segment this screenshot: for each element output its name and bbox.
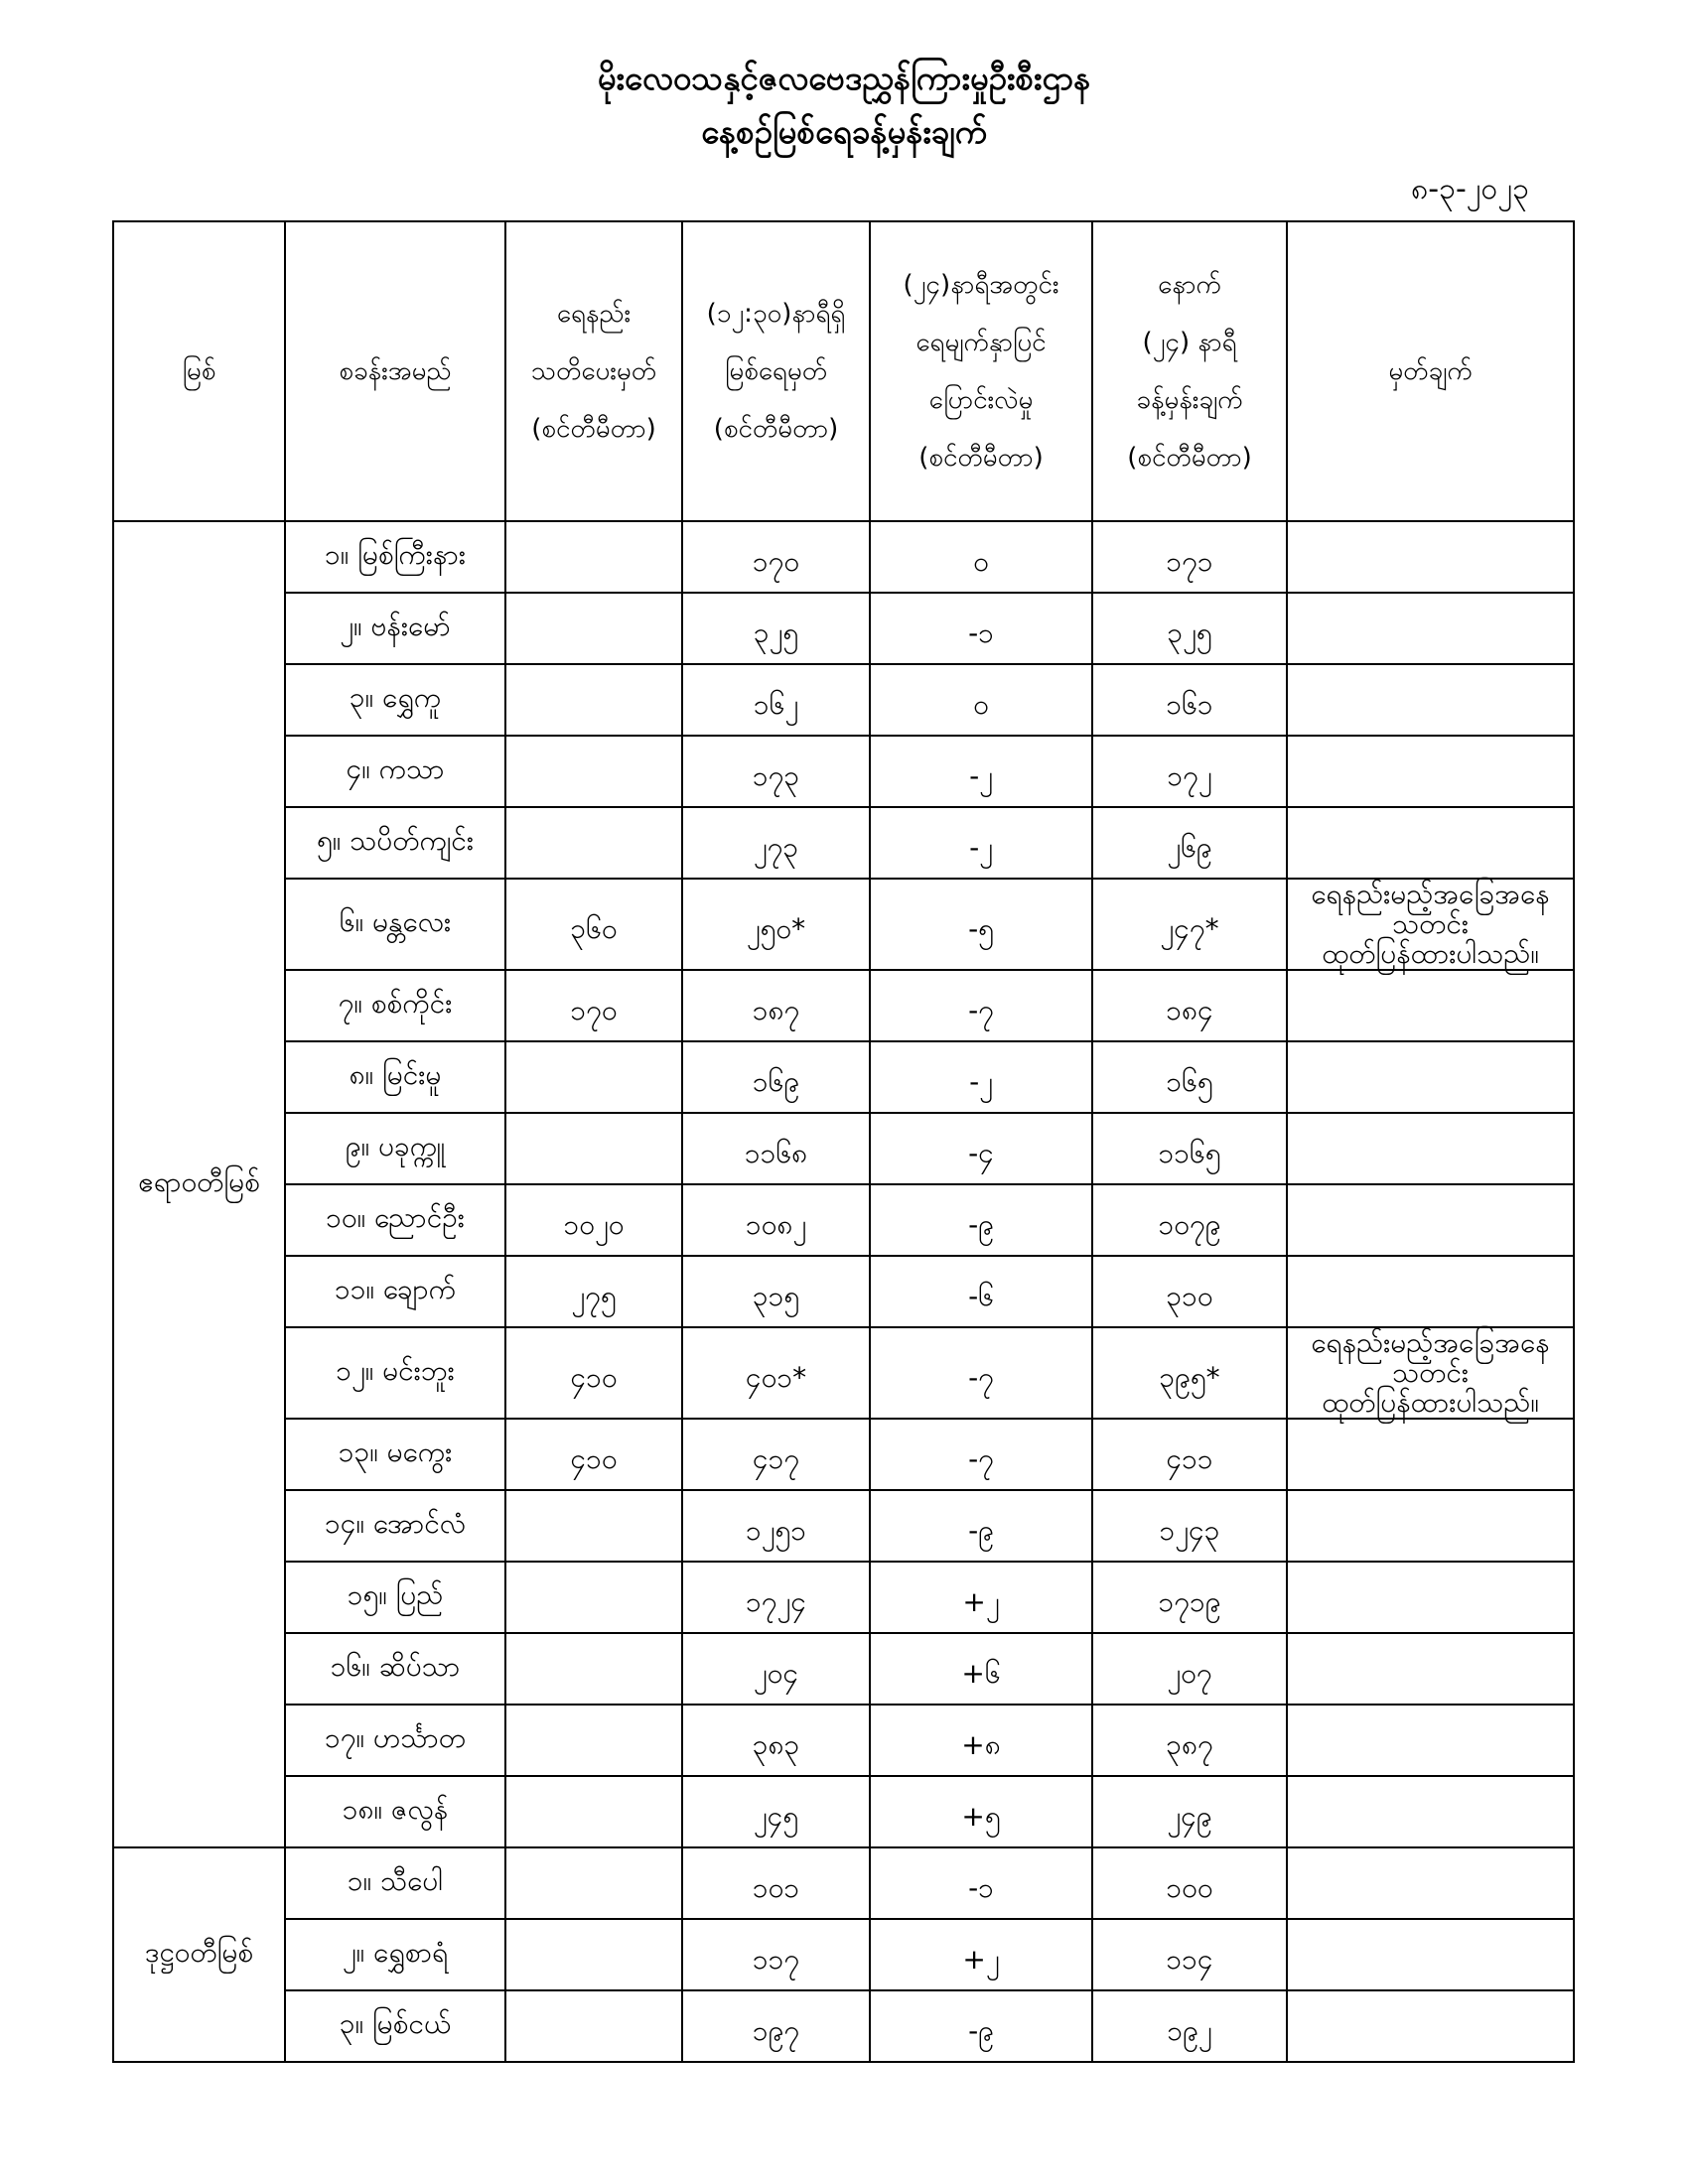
forecast-cell-value: ၁၀၀	[1166, 1871, 1213, 1904]
remark-cell: ရေနည်းမည့်အခြေအနေသတင်း ထုတ်ပြန်ထားပါသည်။	[1287, 879, 1574, 970]
change-cell-value: -၁	[968, 1871, 994, 1904]
current-level-cell-value: ၂၄၅	[753, 1800, 799, 1833]
forecast-cell	[1092, 1256, 1287, 1327]
remark-cell: ရေနည်းမည့်အခြေအနေသတင်း ထုတ်ပြန်ထားပါသည်။	[1287, 1327, 1574, 1419]
danger-level-cell	[505, 1705, 682, 1776]
change-cell-value: +၈	[961, 1728, 1001, 1761]
change-cell-value: -၇	[968, 1442, 994, 1475]
header-river: မြစ်	[113, 221, 285, 521]
forecast-cell	[1092, 664, 1287, 736]
table-row	[113, 1990, 1574, 2062]
station-name: ၁၄။ အောင်လံ	[285, 1490, 505, 1562]
remark-cell	[1287, 1490, 1574, 1562]
station-name: ၂။ ရွှေစာရံ	[285, 1919, 505, 1990]
forecast-cell	[1092, 970, 1287, 1041]
forecast-cell-value: ၂၆၉	[1167, 831, 1212, 864]
table-row	[113, 1113, 1574, 1184]
danger-level-cell	[505, 1113, 682, 1184]
change-cell-value: -၇	[968, 994, 994, 1026]
danger-level-cell	[505, 1184, 682, 1256]
station-name: ၂။ ဗန်းမော်	[285, 593, 505, 664]
table-row	[113, 970, 1574, 1041]
forecast-cell-value: ၄၁၁	[1166, 1442, 1213, 1475]
station-name: ၁၀။ ညောင်ဦး	[285, 1184, 505, 1256]
forecast-cell	[1092, 1562, 1287, 1633]
danger-level-cell	[505, 664, 682, 736]
current-level-cell	[682, 521, 870, 593]
change-cell	[870, 879, 1092, 970]
table-row	[113, 593, 1574, 664]
table-row	[113, 521, 1574, 593]
danger-level-cell	[505, 1990, 682, 2062]
remark-cell	[1287, 1705, 1574, 1776]
danger-level-cell-value: ၁၇၀	[570, 994, 618, 1026]
danger-level-cell	[505, 736, 682, 807]
remark-cell	[1287, 664, 1574, 736]
danger-level-cell	[505, 879, 682, 970]
forecast-cell	[1092, 736, 1287, 807]
forecast-cell-value: ၁၁၄	[1166, 1943, 1213, 1976]
forecast-cell	[1092, 807, 1287, 879]
change-cell-value: ၀	[973, 688, 989, 721]
current-level-cell	[682, 1490, 870, 1562]
change-cell	[870, 970, 1092, 1041]
forecast-cell	[1092, 1419, 1287, 1490]
remark-cell	[1287, 1847, 1574, 1919]
table-row	[113, 1633, 1574, 1705]
current-level-cell	[682, 1327, 870, 1419]
change-cell-value: +၂	[962, 1943, 1000, 1976]
forecast-cell-value: ၁၆၁	[1166, 688, 1213, 721]
station-name: ၇။ စစ်ကိုင်း	[285, 970, 505, 1041]
current-level-cell-value: ၂၇၃	[753, 831, 799, 864]
forecast-cell-value: ၁၂၄၃	[1159, 1514, 1220, 1547]
current-level-cell-value: ၁၉၇	[752, 2014, 800, 2047]
change-cell	[870, 664, 1092, 736]
danger-level-cell	[505, 1256, 682, 1327]
current-level-cell-value: ၄၀၁*	[745, 1361, 807, 1394]
header-danger-level: ရေနည်း သတိပေးမှတ် (စင်တီမီတာ)	[505, 221, 682, 521]
change-cell-value: -၁	[968, 616, 994, 649]
page-subtitle: နေ့စဉ်မြစ်ရေခန့်မှန်းချက်	[701, 112, 987, 151]
station-name: ၁၆။ ဆိပ်သာ	[285, 1633, 505, 1705]
forecast-cell-value: ၁၇၁၉	[1158, 1585, 1221, 1618]
current-level-cell-value: ၃၁၅	[752, 1280, 800, 1312]
current-level-cell-value: ၄၁၇	[752, 1442, 800, 1475]
current-level-cell	[682, 1256, 870, 1327]
current-level-cell-value: ၁၀၈၂	[745, 1208, 807, 1241]
table-row	[113, 736, 1574, 807]
current-level-cell	[682, 593, 870, 664]
forecast-cell	[1092, 1919, 1287, 1990]
station-name: ၄။ ကသာ	[285, 736, 505, 807]
river-name: ဧရာဝတီမြစ်	[113, 521, 285, 1847]
forecast-cell-value: ၂၄၇*	[1160, 912, 1219, 945]
change-cell	[870, 807, 1092, 879]
forecast-cell	[1092, 521, 1287, 593]
change-cell	[870, 1990, 1092, 2062]
forecast-cell-value: ၁၇၂	[1167, 759, 1212, 792]
change-cell-value: -၉	[968, 1514, 994, 1547]
station-name: ၁၃။ မကွေး	[285, 1419, 505, 1490]
forecast-cell-value: ၃၈၇	[1166, 1728, 1213, 1761]
forecast-cell	[1092, 1184, 1287, 1256]
table-row	[113, 1490, 1574, 1562]
remark-cell	[1287, 1633, 1574, 1705]
forecast-cell-value: ၁၈၄	[1166, 994, 1213, 1026]
change-cell	[870, 1419, 1092, 1490]
remark-cell	[1287, 521, 1574, 593]
remark-cell	[1287, 1184, 1574, 1256]
change-cell-value: -၂	[969, 759, 993, 792]
forecast-cell-value: ၃၉၅*	[1159, 1361, 1220, 1394]
change-cell	[870, 1490, 1092, 1562]
forecast-cell	[1092, 593, 1287, 664]
current-level-cell-value: ၁၇၃	[752, 759, 800, 792]
current-level-cell	[682, 1633, 870, 1705]
danger-level-cell	[505, 1327, 682, 1419]
forecast-cell	[1092, 1847, 1287, 1919]
current-level-cell-value: ၁၆၉	[752, 1065, 800, 1098]
change-cell-value: -၉	[968, 2014, 994, 2047]
current-level-cell-value: ၂၅၀*	[746, 912, 806, 945]
current-level-cell	[682, 1919, 870, 1990]
station-name: ၁။ မြစ်ကြီးနား	[285, 521, 505, 593]
current-level-cell-value: ၁၁၆၈	[744, 1137, 808, 1169]
remark-cell	[1287, 807, 1574, 879]
table-row	[113, 1419, 1574, 1490]
current-level-cell	[682, 664, 870, 736]
change-cell	[870, 1633, 1092, 1705]
current-level-cell	[682, 1041, 870, 1113]
station-name: ၃။ ရွှေကူ	[285, 664, 505, 736]
change-cell-value: -၂	[969, 831, 993, 864]
river-level-table	[112, 220, 1575, 2063]
station-name: ၁၂။ မင်းဘူး	[285, 1327, 505, 1419]
table-row	[113, 879, 1574, 970]
danger-level-cell	[505, 521, 682, 593]
current-level-cell	[682, 1776, 870, 1847]
forecast-cell	[1092, 1633, 1287, 1705]
current-level-cell-value: ၃၂၅	[753, 616, 799, 649]
current-level-cell-value: ၁၈၇	[752, 994, 800, 1026]
table-row	[113, 1256, 1574, 1327]
forecast-cell-value: ၂၀၇	[1167, 1657, 1212, 1690]
station-name: ၁၇။ ဟင်္သာတ	[285, 1705, 505, 1776]
change-cell	[870, 1256, 1092, 1327]
remark-cell	[1287, 1990, 1574, 2062]
current-level-cell-value: ၃၈၃	[752, 1728, 800, 1761]
table-row	[113, 1705, 1574, 1776]
remark-cell	[1287, 593, 1574, 664]
forecast-cell-value: ၁၉၂	[1167, 2014, 1212, 2047]
danger-level-cell	[505, 1633, 682, 1705]
current-level-cell	[682, 1847, 870, 1919]
header-forecast: နောက် (၂၄) နာရီ ခန့်မှန်းချက် (စင်တီမီတာ)	[1092, 221, 1287, 521]
table-row	[113, 1184, 1574, 1256]
forecast-cell	[1092, 1776, 1287, 1847]
change-cell	[870, 736, 1092, 807]
remark-cell	[1287, 1562, 1574, 1633]
change-cell-value: +၅	[961, 1800, 1001, 1833]
danger-level-cell-value: ၄၁၀	[570, 1361, 618, 1394]
current-level-cell	[682, 1562, 870, 1633]
table-row	[113, 1562, 1574, 1633]
change-cell-value: -၅	[968, 912, 994, 945]
danger-level-cell	[505, 1847, 682, 1919]
header-station: စခန်းအမည်	[285, 221, 505, 521]
change-cell	[870, 1327, 1092, 1419]
current-level-cell-value: ၁၁၇	[752, 1943, 800, 1976]
forecast-cell-value: ၁၇၁	[1166, 545, 1213, 578]
remark-cell	[1287, 970, 1574, 1041]
current-level-cell	[682, 1113, 870, 1184]
change-cell-value: -၂	[969, 1065, 993, 1098]
current-level-cell	[682, 736, 870, 807]
header-remark: မှတ်ချက်	[1287, 221, 1574, 521]
danger-level-cell	[505, 1919, 682, 1990]
station-name: ၅။ သပိတ်ကျင်း	[285, 807, 505, 879]
danger-level-cell-value: ၄၁၀	[570, 1442, 618, 1475]
change-cell	[870, 1041, 1092, 1113]
change-cell	[870, 1113, 1092, 1184]
table-row	[113, 1776, 1574, 1847]
table-row	[113, 1919, 1574, 1990]
table-body	[113, 521, 1574, 2062]
current-level-cell-value: ၁၂၅၁	[745, 1514, 806, 1547]
forecast-cell-value: ၁၁၆၅	[1158, 1137, 1221, 1169]
change-cell	[870, 1562, 1092, 1633]
header-24h-change: (၂၄)နာရီအတွင်း ရေမျက်နှာပြင် ပြောင်းလဲမှု (စင်တီမီတာ)	[870, 221, 1092, 521]
change-cell-value: -၉	[968, 1208, 994, 1241]
current-level-cell	[682, 1419, 870, 1490]
remark-cell	[1287, 1919, 1574, 1990]
forecast-cell	[1092, 1705, 1287, 1776]
danger-level-cell	[505, 593, 682, 664]
change-cell	[870, 1847, 1092, 1919]
table-row	[113, 1847, 1574, 1919]
danger-level-cell	[505, 1490, 682, 1562]
remark-cell	[1287, 1113, 1574, 1184]
station-name: ၁၁။ ချောက်	[285, 1256, 505, 1327]
current-level-cell-value: ၁၇၂၄	[745, 1585, 806, 1618]
danger-level-cell-value: ၁၀၂၀	[563, 1208, 625, 1241]
current-level-cell	[682, 879, 870, 970]
forecast-cell-value: ၂၄၉	[1167, 1800, 1212, 1833]
remark-cell	[1287, 1419, 1574, 1490]
forecast-cell	[1092, 1990, 1287, 2062]
danger-level-cell	[505, 1041, 682, 1113]
current-level-cell	[682, 1705, 870, 1776]
current-level-cell	[682, 1990, 870, 2062]
current-level-cell-value: ၁၇၀	[752, 545, 800, 578]
change-cell-value: ၀	[973, 545, 989, 578]
danger-level-cell	[505, 1562, 682, 1633]
danger-level-cell	[505, 1776, 682, 1847]
change-cell	[870, 1919, 1092, 1990]
station-name: ၁၅။ ပြည်	[285, 1562, 505, 1633]
report-date: ၈-၃-၂၀၂၃	[1411, 172, 1529, 206]
change-cell-value: +၂	[962, 1585, 1000, 1618]
change-cell	[870, 1776, 1092, 1847]
station-name: ၉။ ပခုက္ကူ	[285, 1113, 505, 1184]
forecast-cell-value: ၁၀၇၉	[1158, 1208, 1221, 1241]
header-current-level: (၁၂:၃၀)နာရီရှိ မြစ်ရေမှတ် (စင်တီမီတာ)	[682, 221, 870, 521]
station-name: ၈။ မြင်းမူ	[285, 1041, 505, 1113]
forecast-cell-value: ၁၆၅	[1166, 1065, 1213, 1098]
table-row	[113, 1327, 1574, 1419]
current-level-cell-value: ၂၀၄	[753, 1657, 799, 1690]
forecast-cell-value: ၃၁၀	[1166, 1280, 1213, 1312]
table-row	[113, 807, 1574, 879]
change-cell-value: +၆	[961, 1657, 1001, 1690]
danger-level-cell-value: ၂၇၅	[571, 1280, 617, 1312]
station-name: ၁။ သီပေါ	[285, 1847, 505, 1919]
remark-cell	[1287, 1256, 1574, 1327]
change-cell-value: -၄	[968, 1137, 994, 1169]
change-cell	[870, 521, 1092, 593]
current-level-cell	[682, 1184, 870, 1256]
current-level-cell	[682, 807, 870, 879]
station-name: ၃။ မြစ်ငယ်	[285, 1990, 505, 2062]
river-name: ဒုဋ္ဌဝတီမြစ်	[113, 1847, 285, 2062]
danger-level-cell	[505, 807, 682, 879]
forecast-cell	[1092, 879, 1287, 970]
station-name: ၁၈။ ဇလွန်	[285, 1776, 505, 1847]
remark-cell	[1287, 736, 1574, 807]
change-cell	[870, 1705, 1092, 1776]
table-row	[113, 1041, 1574, 1113]
current-level-cell-value: ၁၀၁	[752, 1871, 800, 1904]
danger-level-cell-value: ၃၆၀	[570, 912, 618, 945]
remark-cell	[1287, 1776, 1574, 1847]
forecast-cell	[1092, 1113, 1287, 1184]
page-title: မိုးလေဝသနှင့်ဇလဗေဒညွှန်ကြားမှုဦးစီးဌာန	[597, 59, 1091, 97]
station-name: ၆။ မန္တလေး	[285, 879, 505, 970]
forecast-cell	[1092, 1490, 1287, 1562]
remark-cell	[1287, 1041, 1574, 1113]
current-level-cell	[682, 970, 870, 1041]
table-row	[113, 664, 1574, 736]
forecast-cell	[1092, 1327, 1287, 1419]
change-cell-value: -၆	[968, 1280, 994, 1312]
change-cell-value: -၇	[968, 1361, 994, 1394]
danger-level-cell	[505, 1419, 682, 1490]
forecast-cell	[1092, 1041, 1287, 1113]
danger-level-cell	[505, 970, 682, 1041]
change-cell	[870, 1184, 1092, 1256]
header-row	[113, 221, 1574, 521]
change-cell	[870, 593, 1092, 664]
forecast-cell-value: ၃၂၅	[1167, 616, 1212, 649]
current-level-cell-value: ၁၆၂	[753, 688, 799, 721]
